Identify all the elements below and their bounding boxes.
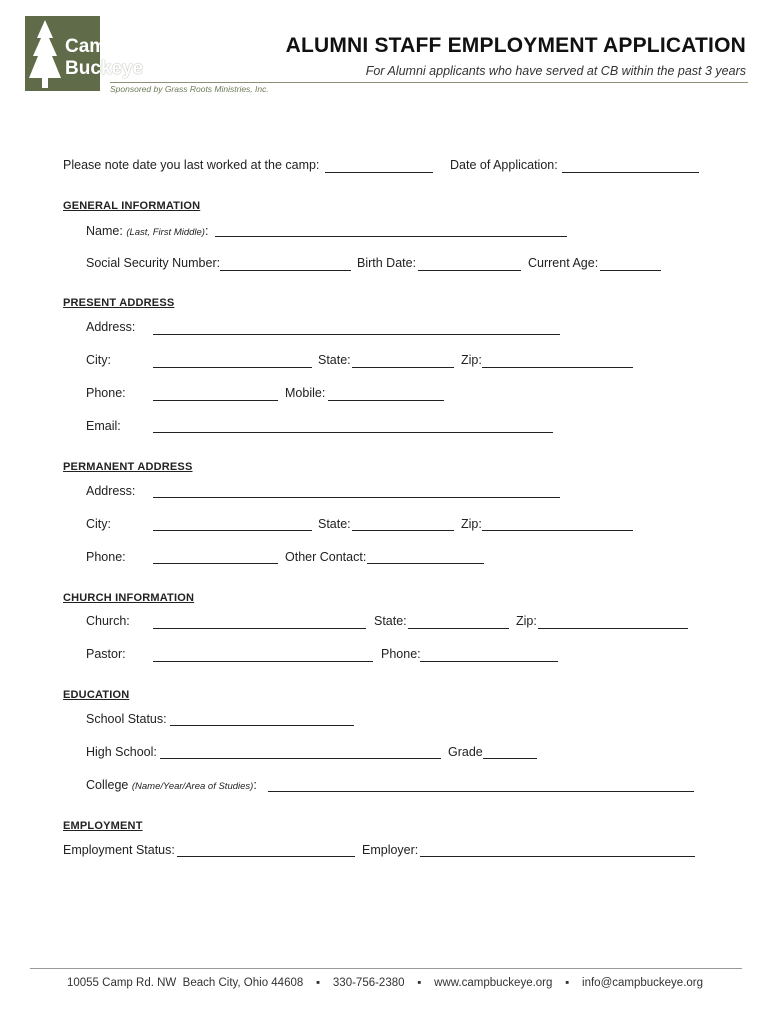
church-phone-label: Phone: [381, 647, 421, 661]
current-age-label: Current Age: [528, 256, 599, 270]
logo-line2: Buckeye [65, 58, 144, 79]
birth-date-label: Birth Date: [357, 256, 417, 270]
education-heading: EDUCATION [63, 689, 130, 701]
ssn-label: Social Security Number: [86, 256, 221, 270]
present-state-field[interactable] [352, 367, 454, 368]
present-address-label: Address: [86, 320, 136, 334]
permanent-city-field[interactable] [153, 530, 312, 531]
church-state-field[interactable] [408, 628, 509, 629]
pastor-label: Pastor: [86, 647, 126, 661]
present-zip-label: Zip: [461, 353, 482, 367]
employment-status-field[interactable] [177, 856, 355, 857]
permanent-address-heading: PERMANENT ADDRESS [63, 461, 193, 473]
permanent-city-label: City: [86, 517, 111, 531]
present-address-field[interactable] [153, 334, 560, 335]
present-phone-label: Phone: [86, 386, 126, 400]
college-label [86, 778, 257, 792]
general-info-heading: GENERAL INFORMATION [63, 200, 201, 212]
email-label: Email: [86, 419, 121, 433]
church-state-label: State: [374, 614, 407, 628]
other-contact-field[interactable] [367, 563, 484, 564]
high-school-label: High School: [86, 745, 157, 759]
name-label: Name: (Last, First Middle): [86, 224, 209, 238]
church-zip-field[interactable] [538, 628, 688, 629]
name-label-text: Name: [86, 224, 123, 238]
name-hint: (Last, First Middle) [126, 227, 205, 238]
grade-field[interactable] [483, 758, 537, 759]
present-zip-field[interactable] [482, 367, 633, 368]
high-school-field[interactable] [160, 758, 441, 759]
footer-contact: 10055 Camp Rd. NW Beach City, Ohio 44608 ▪ 330-756-2380 ▪ www.campbuckeye.org ▪ info@campbuckeye.org [66, 977, 704, 989]
permanent-address-field[interactable] [153, 497, 560, 498]
permanent-state-field[interactable] [352, 530, 454, 531]
school-status-field[interactable] [170, 725, 354, 726]
mobile-label: Mobile: [285, 386, 326, 400]
permanent-zip-label: Zip: [461, 517, 482, 531]
permanent-address-label: Address: [86, 484, 136, 498]
pastor-field[interactable] [153, 661, 373, 662]
college-field[interactable] [268, 791, 694, 792]
present-state-label: State: [318, 353, 351, 367]
logo-wordmark [65, 36, 143, 80]
logo-line1: Camp [65, 36, 118, 57]
employment-status-label: Employment Status: [63, 843, 175, 857]
church-field[interactable] [153, 628, 366, 629]
college-label-text: College [86, 778, 129, 792]
footer-divider [30, 968, 742, 969]
permanent-phone-label: Phone: [86, 550, 126, 564]
present-city-label: City: [86, 353, 111, 367]
header-divider [110, 82, 748, 83]
date-application-label: Date of Application: [450, 158, 558, 172]
birth-date-field[interactable] [418, 270, 521, 271]
mobile-field[interactable] [328, 400, 444, 401]
date-application-field[interactable] [562, 172, 699, 173]
employment-heading: EMPLOYMENT [63, 820, 143, 832]
employer-field[interactable] [420, 856, 695, 857]
email-field[interactable] [153, 432, 553, 433]
name-field[interactable] [215, 236, 567, 237]
grade-label: Grade [448, 745, 483, 759]
church-label: Church: [86, 614, 130, 628]
church-info-heading: CHURCH INFORMATION [63, 592, 195, 604]
other-contact-label: Other Contact: [285, 550, 367, 564]
present-phone-field[interactable] [153, 400, 278, 401]
present-city-field[interactable] [153, 367, 312, 368]
page-title: ALUMNI STAFF EMPLOYMENT APPLICATION [285, 34, 746, 57]
sponsor-text: Sponsored by Grass Roots Ministries, Inc. [110, 84, 269, 94]
last-worked-label: Please note date you last worked at the camp: [63, 158, 320, 172]
employer-label: Employer: [362, 843, 419, 857]
last-worked-field[interactable] [325, 172, 433, 173]
current-age-field[interactable] [600, 270, 661, 271]
present-address-heading: PRESENT ADDRESS [63, 297, 175, 309]
college-colon: : [253, 778, 257, 792]
permanent-state-label: State: [318, 517, 351, 531]
page-subtitle: For Alumni applicants who have served at CB within the past 3 years [365, 64, 746, 78]
college-hint: (Name/Year/Area of Studies) [131, 781, 254, 792]
permanent-phone-field[interactable] [153, 563, 278, 564]
church-zip-label: Zip: [516, 614, 537, 628]
ssn-field[interactable] [220, 270, 351, 271]
church-phone-field[interactable] [420, 661, 558, 662]
school-status-label: School Status: [86, 712, 167, 726]
permanent-zip-field[interactable] [482, 530, 633, 531]
